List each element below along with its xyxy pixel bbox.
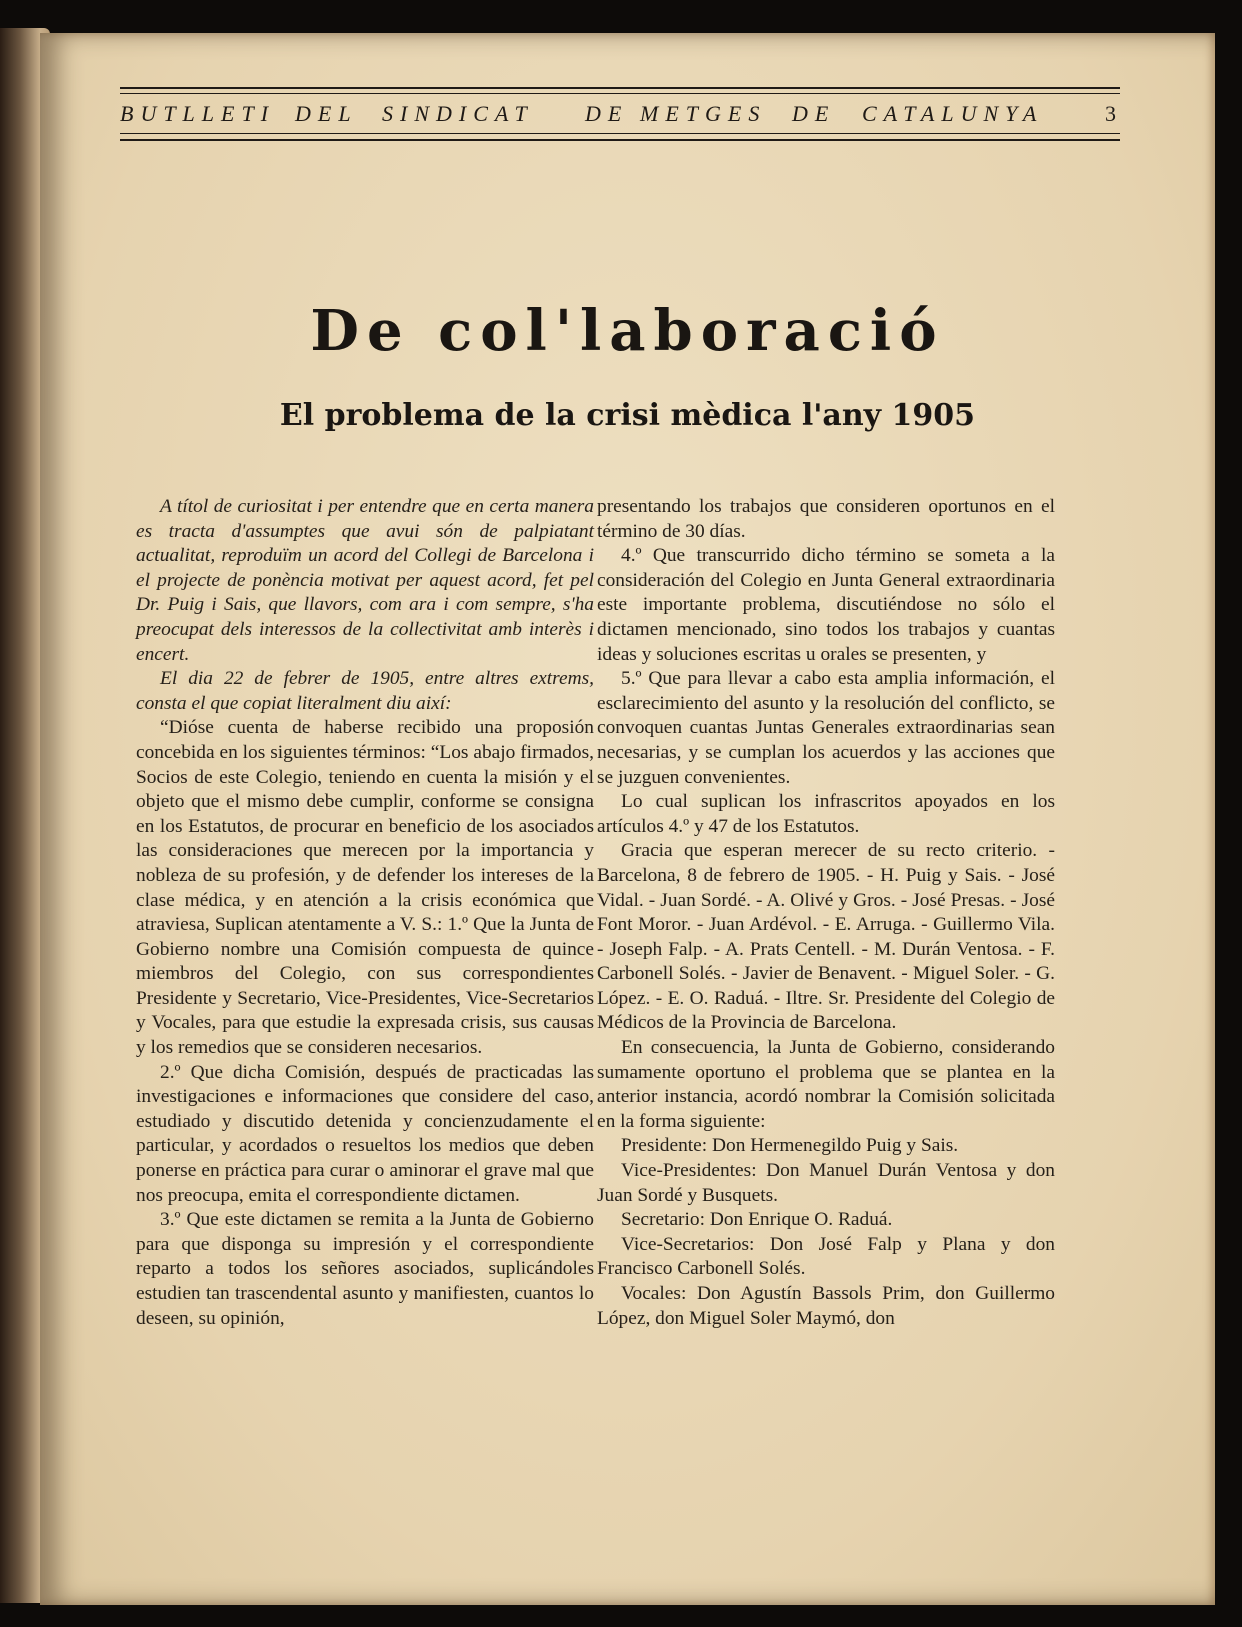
journal-page [40, 33, 1215, 1605]
body-paragraph: 3.º Que este dictamen se remita a la Junta de Gobierno para que disponga su impresión y el correspondiente reparto a todos los señores asociados, suplicándoles estudien tan trascendental asunto y manifiesten, cuantos lo deseen, su opinión, [136, 1209, 594, 1329]
header-word: METGES [640, 101, 767, 126]
running-header [120, 101, 1120, 131]
body-paragraph: presentando los trabajos que consideren oportunos en el término de 30 días. [597, 496, 1055, 542]
header-word: BUTLLETI [120, 101, 276, 126]
body-paragraph: 5.º Que para llevar a cabo esta amplia información, el esclarecimiento del asunto y la resolución del conflicto, se convoquen cuantas Juntas Generales extraordinarias sean necesarias, y se cumplan los acuerdos y las acciones que se juzguen convenientes. [597, 668, 1055, 788]
header-rule-top [120, 87, 1120, 89]
body-paragraph: “Dióse cuenta de haberse recibido una proposión concebida en los siguientes términos: “Los abajo firmados, Socios de este Colegio, teniendo en cuenta la misión y el objeto que el mismo debe cumplir, conforme se consigna en los Estatutos, de procurar en beneficio de los asociados las consideraciones que merecen por la importancia y nobleza de su profesión, y de defender los intereses de la clase médica, y en atención a la crisis económica que atraviesa, Suplican atentamente a V. S.: 1.º Que la Junta de Gobierno nombre una Comisión compuesta de quince miembros del Colegio, con sus correspondientes Presidente y Secretario, Vice-Presidentes, Vice-Secretarios y Vocales, para que estudie la expresada crisis, sus causas y los remedios que se consideren necesarios. [136, 717, 594, 1059]
header-word: DE [585, 101, 629, 126]
header-word: SINDICAT [382, 101, 534, 126]
header-word: DEL [295, 101, 358, 126]
page-number: 3 [1105, 101, 1116, 126]
body-paragraph: 4.º Que transcurrido dicho término se someta a la consideración del Colegio en Junta General extraordinaria este importante problema, discutiéndose no sólo el dictamen mencionado, sino todos los trabajos y cuantas ideas y soluciones escritas u orales se presenten, y [597, 545, 1055, 665]
body-paragraph: Vice-Presidentes: Don Manuel Durán Ventosa y don Juan Sordé y Busquets. [597, 1160, 1055, 1206]
body-paragraph: Gracia que esperan merecer de su recto criterio. - Barcelona, 8 de febrero de 1905. - H. Puig y Sais. - José Vidal. - Juan Sordé. - A. Olivé y Gros. - José Presas. - José Font Moror. - Juan Ardévol. - E. Arruga. - Guillermo Vila. - Joseph Falp. - A. Prats Centell. - M. Durán Ventosa. - F. Carbonell Solés. - Javier de Benavent. - Miguel Soler. - G. López. - E. O. Raduá. - Iltre. Sr. Presidente del Colegio de Médicos de la Provincia de Barcelona. [597, 840, 1055, 1034]
header-rule-top-inner [120, 93, 1120, 94]
body-paragraph: Vice-Secretarios: Don José Falp y Plana y don Francisco Carbonell Solés. [597, 1233, 1055, 1280]
header-rule-bottom [120, 133, 1120, 134]
text-column-right [597, 495, 1055, 1331]
article-title: El problema de la crisi mèdica l'any 1905 [279, 398, 976, 433]
body-paragraph: Lo cual suplican los infrascritos apoyados en los artículos 4.º y 47 de los Estatutos. [597, 791, 1055, 837]
text-column-left [136, 495, 594, 1331]
body-paragraph: 2.º Que dicha Comisión, después de practicadas las investigaciones e informaciones que considere del caso, estudiado y discutido detenida y concienzudamente el particular, y acordados o resueltos los medios que deben ponerse en práctica para curar o aminorar el grave mal que nos preocupa, emita el correspondiente dictamen. [136, 1061, 594, 1206]
header-word: DE [792, 101, 836, 126]
header-word: CATALUNYA [862, 101, 1044, 126]
intro-paragraph: El dia 22 de febrer de 1905, entre altres extrems, consta el que copiat literalment diu així: [136, 668, 594, 714]
body-paragraph: Vocales: Don Agustín Bassols Prim, don Guillermo López, don Miguel Soler Maymó, don [597, 1283, 1055, 1329]
body-paragraph: En consecuencia, la Junta de Gobierno, considerando sumamente oportuno el problema que se plantea en la anterior instancia, acordó nombrar la Comisión solicitada en la forma siguiente: [597, 1037, 1055, 1132]
section-title: De col'laboració [310, 298, 945, 364]
header-rule-bottom-inner [120, 139, 1120, 141]
intro-paragraph: A títol de curiositat i per entendre que en certa manera es tracta d'assumptes que avui són de palpiatant actualitat, reproduïm un acord del Collegi de Barcelona i el projecte de ponència motivat per aquest acord, fet pel Dr. Puig i Sais, que llavors, com ara i com sempre, s'ha preocupat dels interessos de la collectivitat amb interès i encert. [136, 496, 594, 665]
body-paragraph: Secretario: Don Enrique O. Raduá. [621, 1209, 893, 1231]
body-paragraph: Presidente: Don Hermenegildo Puig y Sais. [621, 1135, 959, 1157]
